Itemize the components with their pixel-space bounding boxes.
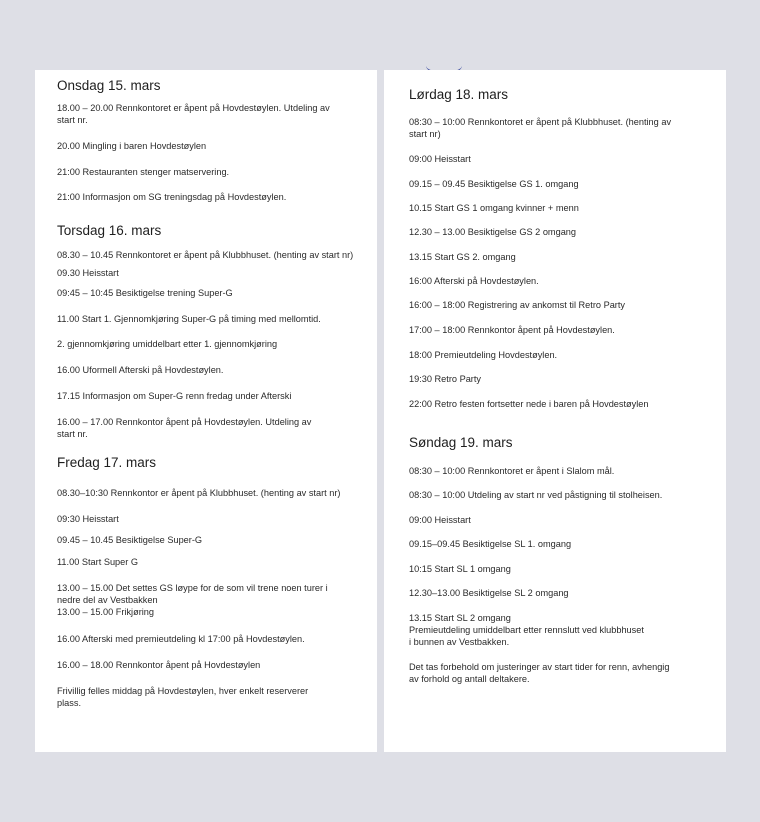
schedule-item: 09.15–09.45 Besiktigelse SL 1. omgang: [409, 539, 572, 549]
schedule-item: 12.30–13.00 Besiktigelse SL 2 omgang: [409, 588, 569, 598]
schedule-item: 08.30 – 10.45 Rennkontoret er åpent på Klubbhuset. (henting av start nr): [57, 250, 354, 260]
schedule-item: 16.00 – 18.00 Rennkontor åpent på Hovdestøylen: [57, 660, 261, 670]
schedule-item: 21:00 Restauranten stenger matservering.: [57, 167, 230, 177]
schedule-item: Frivillig felles middag på Hovdestøylen, hver enkelt reserverer plass.: [57, 686, 309, 708]
day-heading-fredag: Fredag 17. mars: [57, 455, 157, 470]
schedule-item: 20.00 Mingling i baren Hovdestøylen: [57, 141, 207, 151]
schedule-item: 13.15 Start SL 2 omgang Premieutdeling umiddelbart etter rennslutt ved klubbhuset i bunnen av Vestbakken.: [409, 613, 644, 647]
day-heading-sondag: Søndag 19. mars: [409, 435, 513, 450]
schedule-item: 13.15 Start GS 2. omgang: [409, 252, 516, 262]
day-heading-onsdag: Onsdag 15. mars: [57, 78, 161, 93]
schedule-item: 2. gjennomkjøring umiddelbart etter 1. gjennomkjøring: [57, 339, 278, 349]
schedule-item: 10.15 Start GS 1 omgang kvinner + menn: [409, 203, 579, 213]
schedule-item: 18:00 Premieutdeling Hovdestøylen.: [409, 350, 558, 360]
schedule-item: 09:30 Heisstart: [57, 514, 119, 524]
schedule-item: 11.00 Start Super G: [57, 557, 139, 567]
schedule-item: 09:45 – 10:45 Besiktigelse trening Super-G: [57, 288, 233, 298]
day-heading-lordag: Lørdag 18. mars: [409, 87, 509, 102]
schedule-item: 21:00 Informasjon om SG treningsdag på Hovdestøylen.: [57, 192, 287, 202]
schedule-item: 16:00 – 18:00 Registrering av ankomst til Retro Party: [409, 300, 626, 310]
schedule-item: 13.00 – 15.00 Det settes GS løype for de som vil trene noen turer i nedre del av Vestbakken 13.00 – 15.00 Frikjøring: [57, 583, 328, 617]
day-heading-torsdag: Torsdag 16. mars: [57, 223, 162, 238]
schedule-item: 08:30 – 10:00 Rennkontoret er åpent i Slalom mål.: [409, 466, 615, 476]
schedule-item: 08.30–10:30 Rennkontor er åpent på Klubbhuset. (henting av start nr): [57, 488, 341, 498]
schedule-item: 16.00 Uformell Afterski på Hovdestøylen.: [57, 365, 224, 375]
schedule-item: 09.15 – 09.45 Besiktigelse GS 1. omgang: [409, 179, 579, 189]
schedule-item: 17:00 – 18:00 Rennkontor åpent på Hovdestøylen.: [409, 325, 615, 335]
schedule-item: 16.00 – 17.00 Rennkontor åpent på Hovdestøylen. Utdeling av start nr.: [57, 417, 312, 439]
schedule-item: 19:30 Retro Party: [409, 374, 482, 384]
schedule-item: 08:30 – 10:00 Rennkontoret er åpent på Klubbhuset. (henting av start nr): [409, 117, 672, 139]
schedule-item: 08:30 – 10:00 Utdeling av start nr ved påstigning til stolheisen.: [409, 490, 663, 500]
schedule-item: 18.00 – 20.00 Rennkontoret er åpent på Hovdestøylen. Utdeling av start nr.: [57, 103, 330, 125]
schedule-item: 09.45 – 10.45 Besiktigelse Super-G: [57, 535, 203, 545]
schedule-item: Det tas forbehold om justeringer av start tider for renn, avhengig av forhold og antall deltakere.: [409, 662, 670, 684]
schedule-item: 09.30 Heisstart: [57, 268, 119, 278]
schedule-item: 09:00 Heisstart: [409, 515, 471, 525]
schedule-item: 22:00 Retro festen fortsetter nede i baren på Hovdestøylen: [409, 399, 649, 409]
schedule-item: 12.30 – 13.00 Besiktigelse GS 2 omgang: [409, 227, 577, 237]
page-left: [35, 70, 377, 752]
schedule-item: 10:15 Start SL 1 omgang: [409, 564, 511, 574]
schedule-item: 16:00 Afterski på Hovdestøylen.: [409, 276, 539, 286]
schedule-item: 16.00 Afterski med premieutdeling kl 17:00 på Hovdestøylen.: [57, 634, 305, 644]
page-right: [384, 70, 726, 752]
schedule-item: 09:00 Heisstart: [409, 154, 471, 164]
schedule-item: 17.15 Informasjon om Super-G renn fredag under Afterski: [57, 391, 292, 401]
schedule-item: 11.00 Start 1. Gjennomkjøring Super-G på timing med mellomtid.: [57, 314, 321, 324]
